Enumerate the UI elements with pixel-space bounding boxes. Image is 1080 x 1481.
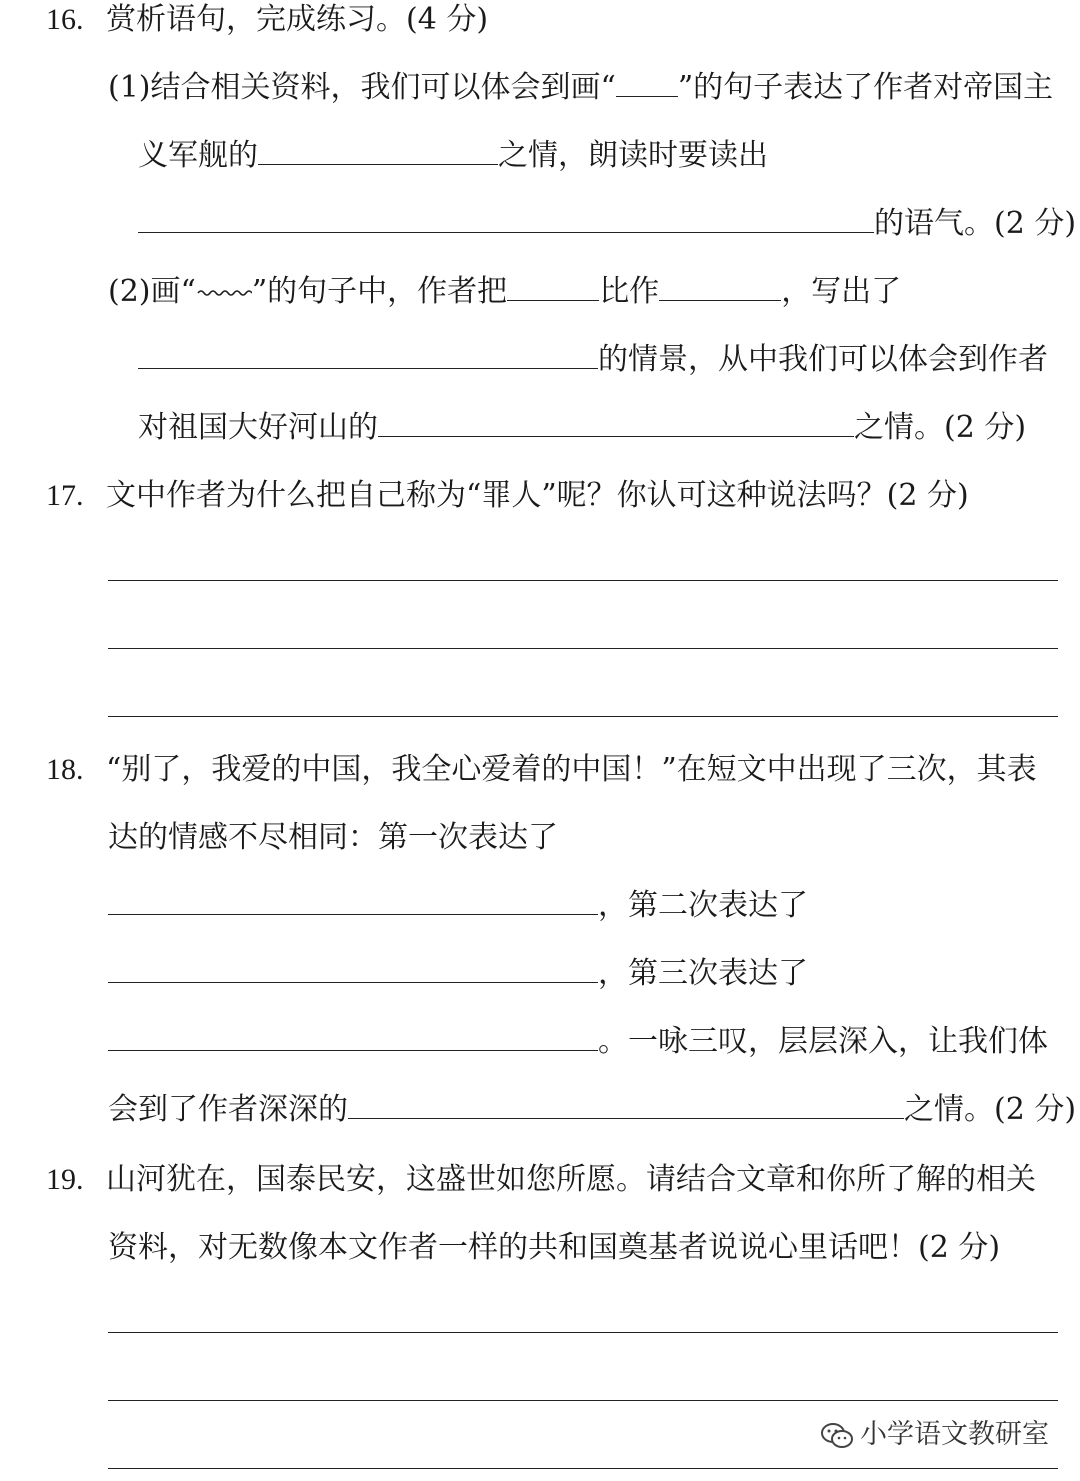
q16-part1-line1 bbox=[108, 68, 1053, 108]
question-title: 赏析语句，完成练习。(4 分) bbox=[106, 2, 489, 37]
question-18-line6 bbox=[108, 1090, 1076, 1130]
answer-line[interactable] bbox=[108, 1468, 1058, 1469]
question-number: 18. bbox=[46, 753, 84, 786]
answer-blank[interactable] bbox=[507, 273, 599, 301]
answer-blank[interactable] bbox=[138, 341, 598, 369]
text-fragment: (1)结合相关资料，我们可以体会到画“ bbox=[108, 70, 616, 105]
short-blank[interactable] bbox=[616, 69, 678, 97]
text-fragment: 义军舰的 bbox=[138, 138, 258, 173]
question-17-line bbox=[46, 476, 969, 516]
text-fragment: 之情。(2 分) bbox=[854, 410, 1027, 445]
text-fragment: ，写出了 bbox=[781, 274, 902, 309]
text-fragment: ”的句子中，作者把 bbox=[251, 274, 508, 309]
wechat-icon bbox=[820, 1422, 854, 1450]
question-text: 山河犹在，国泰民安，这盛世如您所愿。请结合文章和你所了解的相关 bbox=[106, 1162, 1036, 1197]
question-19-line1 bbox=[46, 1160, 1036, 1200]
text-fragment: ，第三次表达了 bbox=[598, 956, 808, 991]
text-fragment: 之情。(2 分) bbox=[904, 1092, 1077, 1127]
question-number: 19. bbox=[46, 1163, 84, 1196]
answer-line[interactable] bbox=[108, 648, 1058, 649]
text-fragment: 会到了作者深深的 bbox=[108, 1092, 348, 1127]
text-fragment: 比作 bbox=[599, 274, 660, 309]
question-18-line1 bbox=[46, 750, 1037, 790]
question-number: 17. bbox=[46, 479, 84, 512]
answer-blank[interactable] bbox=[258, 137, 498, 165]
q16-part2-line2 bbox=[138, 340, 1048, 380]
text-fragment: 资料，对无数像本文作者一样的共和国奠基者说说心里话吧！(2 分) bbox=[108, 1230, 1001, 1265]
text-fragment: 的情景，从中我们可以体会到作者 bbox=[598, 342, 1048, 377]
answer-blank[interactable] bbox=[138, 205, 874, 233]
answer-blank[interactable] bbox=[378, 409, 854, 437]
text-fragment: 之情，朗读时要读出 bbox=[498, 138, 768, 173]
question-16-title-line bbox=[46, 0, 488, 40]
text-fragment: 。一咏三叹，层层深入，让我们体 bbox=[598, 1024, 1048, 1059]
answer-blank[interactable] bbox=[108, 955, 598, 983]
wavy-underline-icon bbox=[196, 288, 252, 298]
question-number: 16. bbox=[46, 3, 84, 36]
question-19-line2 bbox=[108, 1228, 1000, 1268]
answer-blank[interactable] bbox=[659, 273, 781, 301]
q16-part2-line3 bbox=[138, 408, 1026, 448]
question-18-line3 bbox=[108, 886, 808, 926]
answer-line[interactable] bbox=[108, 1400, 1058, 1401]
text-fragment: ”的句子表达了作者对帝国主 bbox=[677, 70, 1054, 105]
question-18-line5 bbox=[108, 1022, 1048, 1062]
q16-part1-line2 bbox=[138, 136, 768, 176]
text-fragment: 的语气。(2 分) bbox=[874, 206, 1077, 241]
watermark bbox=[820, 1418, 1049, 1452]
answer-blank[interactable] bbox=[348, 1091, 904, 1119]
text-fragment: ，第二次表达了 bbox=[598, 888, 808, 923]
answer-blank[interactable] bbox=[108, 887, 598, 915]
answer-line[interactable] bbox=[108, 1332, 1058, 1333]
text-fragment: 达的情感不尽相同：第一次表达了 bbox=[108, 820, 558, 855]
text-fragment: (2)画“ bbox=[108, 274, 196, 309]
question-18-line2 bbox=[108, 818, 558, 858]
watermark-text: 小学语文教研室 bbox=[860, 1419, 1049, 1450]
question-text: 文中作者为什么把自己称为“罪人”呢？你认可这种说法吗？(2 分) bbox=[106, 478, 969, 513]
q16-part2-line1 bbox=[108, 272, 901, 312]
answer-line[interactable] bbox=[108, 716, 1058, 717]
text-fragment: 对祖国大好河山的 bbox=[138, 410, 378, 445]
answer-line[interactable] bbox=[108, 580, 1058, 581]
question-text: “别了，我爱的中国，我全心爱着的中国！”在短文中出现了三次，其表 bbox=[106, 752, 1037, 787]
q16-part1-line3 bbox=[138, 204, 1076, 244]
answer-blank[interactable] bbox=[108, 1023, 598, 1051]
question-18-line4 bbox=[108, 954, 808, 994]
